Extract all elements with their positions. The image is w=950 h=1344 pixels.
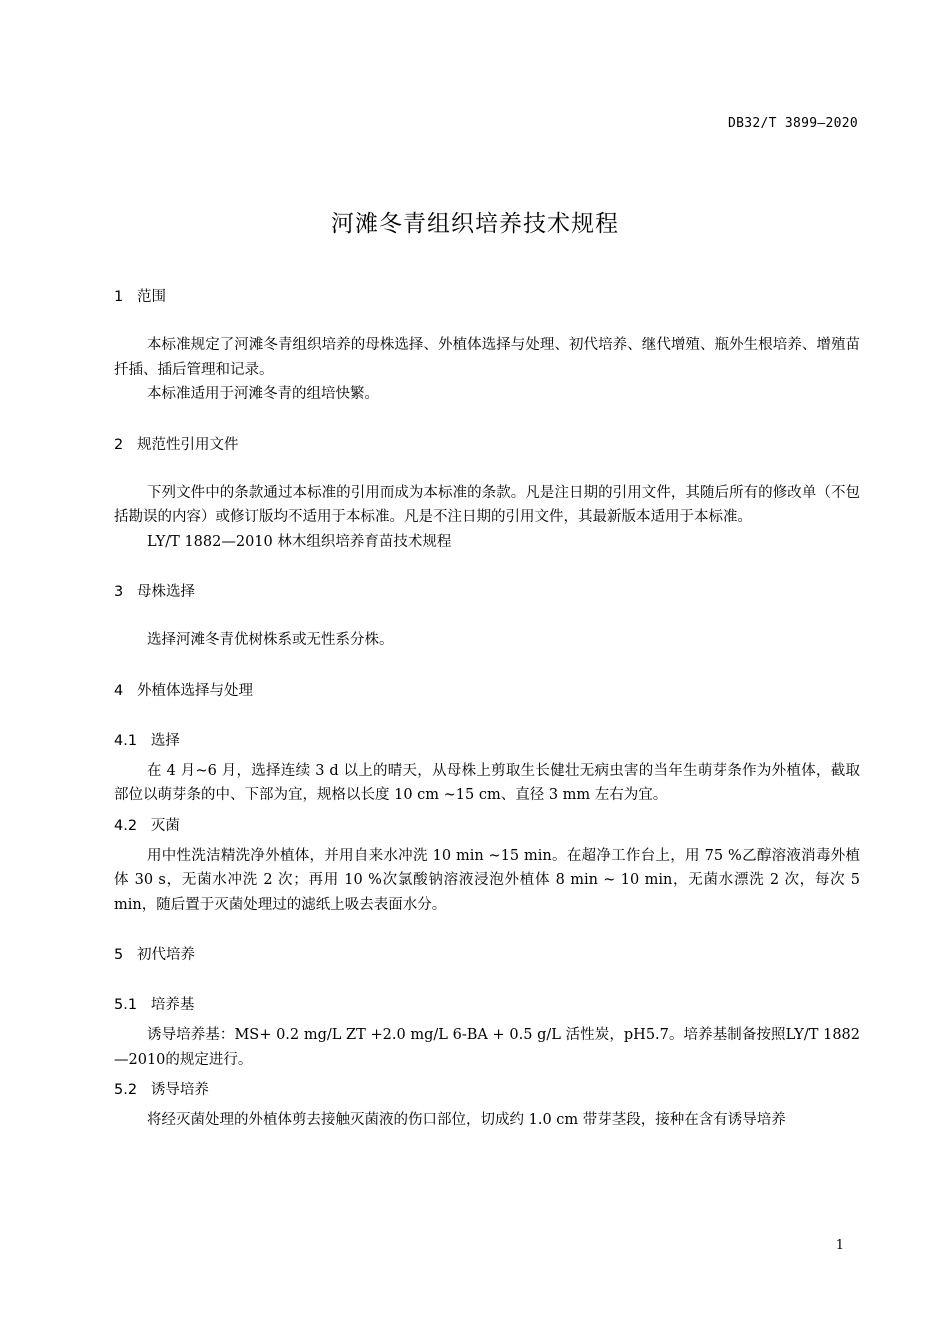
paragraph: 下列文件中的条款通过本标准的引用而成为本标准的条款。凡是注日期的引用文件，其随后所有的修改单（不包括勘误的内容）或修订版均不适用于本标准。凡是不注日期的引用文件，其最新版本适用于本标准。 [114, 484, 860, 525]
document-body [114, 285, 860, 1133]
paragraph: 本标准规定了河滩冬青组织培养的母株选择、外植体选择与处理、初代培养、继代增殖、瓶外生根培养、增殖苗扦插、插后管理和记录。 [114, 337, 860, 378]
paragraph: 选择河滩冬青优树株系或无性系分株。 [147, 632, 394, 648]
paragraph: 用中性洗洁精洗净外植体，并用自来水冲洗 10 min ~15 min。在超净工作台上，用 75 %乙醇溶液消毒外植体 30 s，无菌水冲洗 2 次；再用 10 %次氯酸钠溶液浸泡外植体 8 min ~ 10 min，无菌水漂洗 2 次，每次 5 min，随后置于灭菌处理过的滤纸上吸去表面水分。 [114, 847, 860, 913]
paragraph: 诱导培养基：MS+ 0.2 mg/L ZT +2.0 mg/L 6-BA + 0.5 g/L 活性炭，pH5.7。培养基制备按照LY/T 1882—2010的规定进行。 [114, 1027, 860, 1068]
paragraph: LY/T 1882—2010 林木组织培养育苗技术规程 [147, 533, 452, 550]
section-4-1-heading: 4.1 选择 [114, 732, 180, 749]
paragraph: 本标准适用于河滩冬青的组培快繁。 [147, 386, 379, 402]
paragraph: 将经灭菌处理的外植体剪去接触灭菌液的伤口部位，切成约 1.0 cm 带芽茎段，接种在含有诱导培养 [147, 1112, 786, 1128]
document-title: 河滩冬青组织培养技术规程 [331, 211, 619, 237]
section-4-2-heading: 4.2 灭菌 [114, 817, 180, 834]
section-4-heading: 4 外植体选择与处理 [114, 682, 254, 699]
section-3-heading: 3 母株选择 [114, 584, 196, 600]
standard-code: DB32/T 3899—2020 [727, 116, 858, 131]
page-number: 1 [835, 1238, 844, 1253]
section-1-heading: 1 范围 [114, 289, 167, 305]
paragraph: 在 4 月~6 月，选择连续 3 d 以上的晴天，从母株上剪取生长健壮无病虫害的当年生萌芽条作为外植体，截取部位以萌芽条的中、下部为宜，规格以长度 10 cm ~15 cm、直径 3 mm 左右为宜。 [114, 762, 860, 803]
section-5-1-heading: 5.1 培养基 [114, 997, 195, 1013]
section-2-heading: 2 规范性引用文件 [114, 436, 239, 453]
section-5-2-heading: 5.2 诱导培养 [114, 1082, 209, 1098]
section-5-heading: 5 初代培养 [114, 947, 196, 963]
